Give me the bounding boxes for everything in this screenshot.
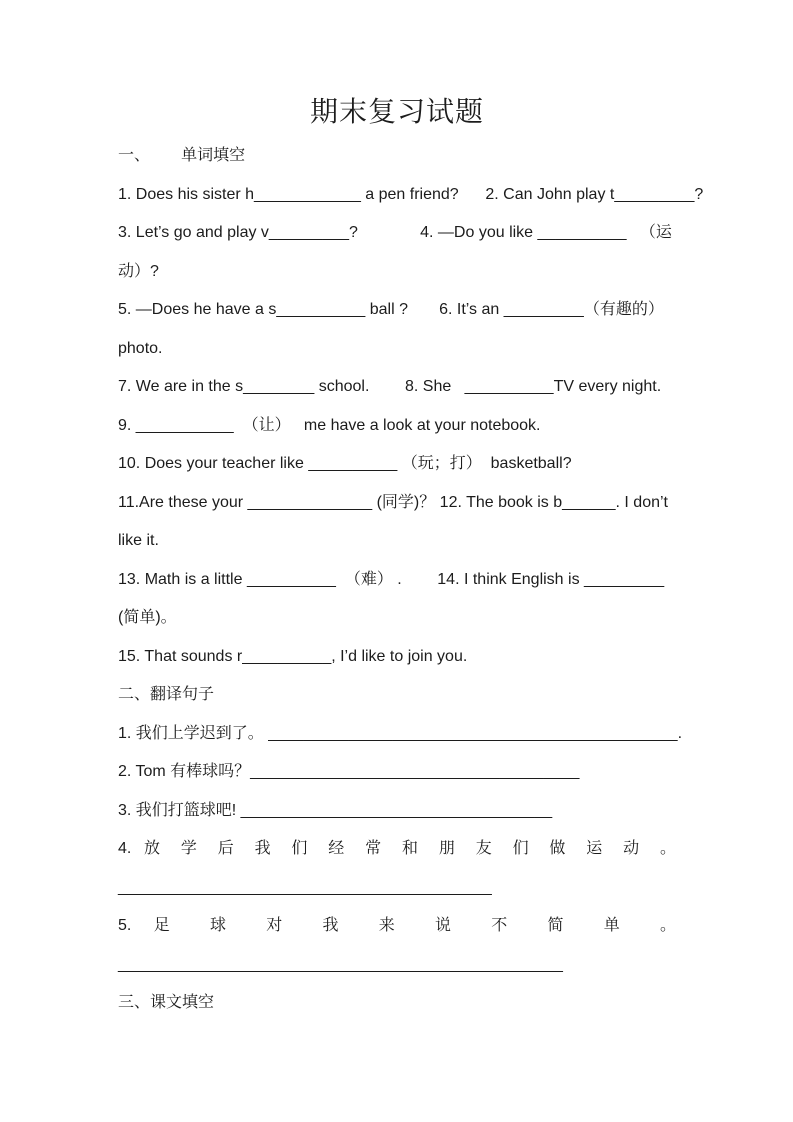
translate-line-1: 1. 我们上学迟到了。 ______________________________________________. bbox=[118, 724, 683, 742]
word-fill-line-q4-wrap: 动）? bbox=[118, 262, 159, 280]
word-fill-line-q13-q14: 13. Math is a little __________ （难） . 14. I think English is _________ bbox=[118, 570, 665, 588]
word-fill-line-q14-wrap: (简单)。 bbox=[118, 609, 177, 626]
translate-line-5: 5. 足 球 对 我 来 说 不 简 单 。 bbox=[118, 917, 676, 934]
document-title: 期末复习试题 bbox=[309, 96, 484, 127]
word-fill-line-q6-wrap: photo. bbox=[118, 339, 163, 357]
word-fill-line-q10: 10. Does your teacher like __________ （玩；打） basketball? bbox=[118, 455, 572, 472]
section-translate bbox=[118, 676, 683, 984]
section-translate-heading: 二、翻译句子 bbox=[118, 686, 215, 703]
translate-line-4-blank: __________________________________________ bbox=[118, 878, 492, 896]
translate-line-4: 4. 放 学 后 我 们 经 常 和 朋 友 们 做 运 动 。 bbox=[118, 840, 676, 857]
word-fill-line-q3-q4: 3. Let’s go and play v_________? 4. —Do you like __________ （运 bbox=[118, 224, 672, 241]
section-word-fill-heading: 一、 单词填空 bbox=[118, 147, 246, 164]
section-text-fill-heading: 三、课文填空 bbox=[118, 994, 215, 1011]
word-fill-line-q11-q12: 11.Are these your ______________ (同学)？ 12. The book is b______. I don’t bbox=[118, 493, 669, 511]
word-fill-line-q12-wrap: like it. bbox=[118, 532, 159, 549]
word-fill-line-q9: 9. ___________ （让） me have a look at your notebook. bbox=[118, 416, 541, 434]
word-fill-line-q7-q8: 7. We are in the s________ school. 8. She __________TV every night. bbox=[118, 378, 662, 395]
translate-line-2: 2. Tom 有棒球吗？_____________________________________ bbox=[118, 763, 580, 780]
translate-line-3: 3. 我们打篮球吧! ___________________________________ bbox=[118, 801, 553, 819]
translate-line-5-blank: __________________________________________________ bbox=[118, 955, 563, 973]
word-fill-line-q15: 15. That sounds r__________, I’d like to join you. bbox=[118, 647, 468, 665]
section-text-fill bbox=[118, 984, 676, 1023]
section-word-fill bbox=[118, 137, 704, 676]
word-fill-line-q1-q2: 1. Does his sister h____________ a pen friend? 2. Can John play t_________? bbox=[118, 185, 704, 203]
word-fill-line-q5-q6: 5. —Does he have a s__________ ball ? 6. It’s an _________（有趣的） bbox=[118, 301, 664, 318]
